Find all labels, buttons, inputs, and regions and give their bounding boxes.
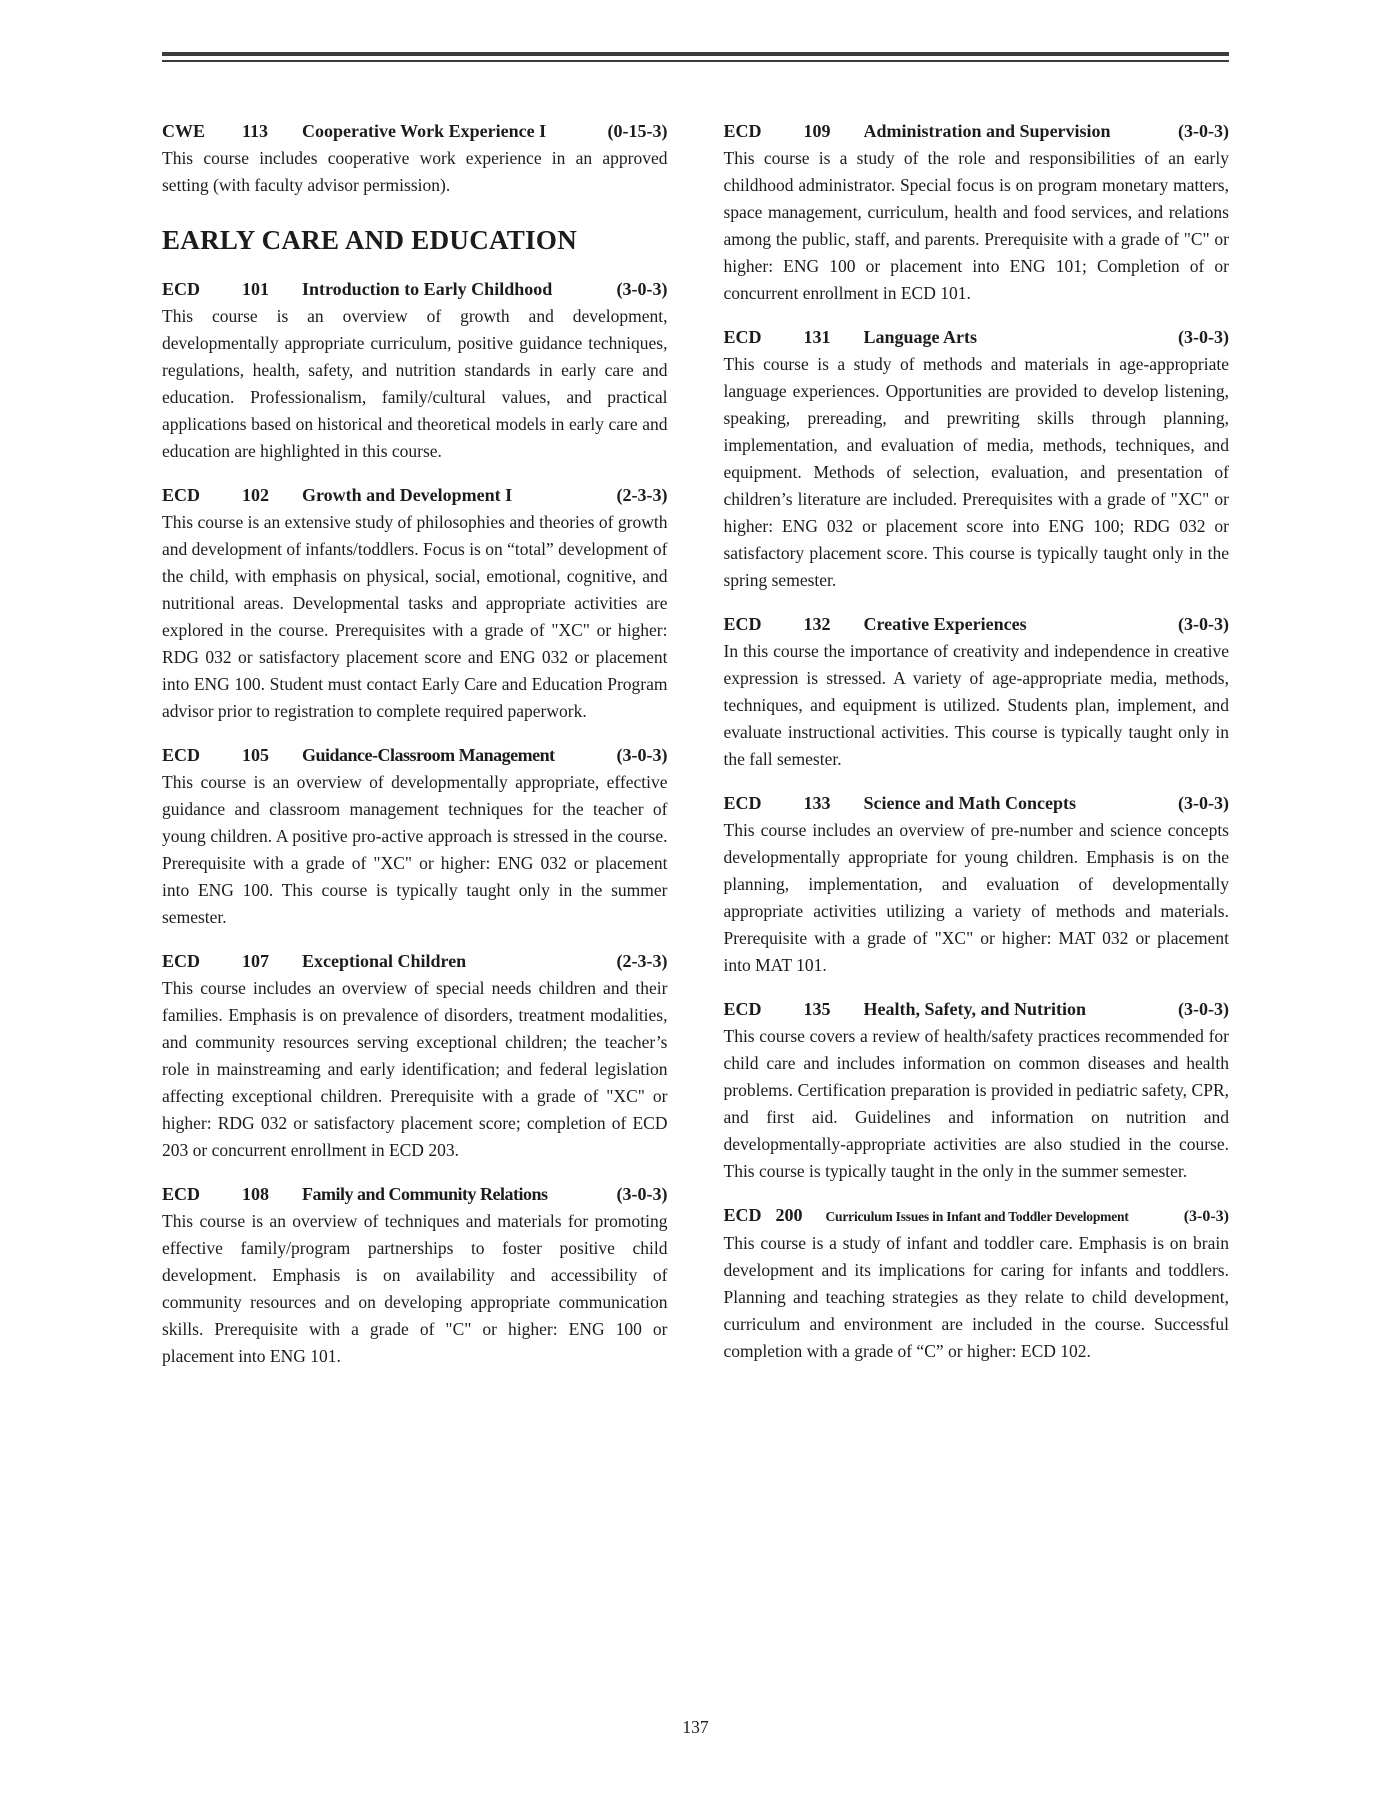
course-description: This course is an extensive study of philosophies and theories of growth and development of infants/toddlers. Focus is on “total” development of the child, with emphasis on physical, social, emotional, cognitive, and nutritional areas. Developmental tasks and appropriate activities are explored in the course. Prerequisites with a grade of "XC" or higher: RDG 032 or satisfactory placement score and ENG 032 or placement into ENG 100. Student must contact Early Care and Education Program advisor prior to registration to complete required paperwork. — [162, 512, 668, 721]
course-title: Growth and Development I — [302, 485, 513, 505]
course-credits: (3-0-3) — [1178, 327, 1229, 347]
course-credits: (3-0-3) — [616, 279, 668, 299]
header-rule — [162, 52, 1229, 62]
course-entry-ecd-105 — [162, 742, 668, 931]
course-description: This course includes cooperative work experience in an approved setting (with faculty advisor permission). — [162, 148, 668, 195]
course-credits: (3-0-3) — [1178, 614, 1229, 634]
course-title: Curriculum Issues in Infant and Toddler Development — [825, 1209, 1129, 1224]
course-entry-cwe-113 — [162, 118, 668, 199]
course-credits: (3-0-3) — [1183, 1208, 1229, 1225]
course-credits: (2-3-3) — [616, 485, 668, 505]
course-title: Exceptional Children — [302, 951, 467, 971]
course-header — [724, 790, 1230, 817]
course-header — [162, 742, 668, 769]
course-code: ECD — [162, 485, 201, 505]
course-number: 101 — [242, 279, 269, 299]
course-header — [724, 1202, 1230, 1230]
course-number: 102 — [242, 485, 269, 505]
course-code: ECD — [162, 745, 201, 765]
course-description: This course is an overview of growth and development, developmentally appropriate curriculum, positive guidance techniques, regulations, health, safety, and nutrition standards in early care and education. Professionalism, family/cultural values, and practical applications based on historical and theoretical models in early care and education are highlighted in this course. — [162, 306, 668, 461]
course-credits: (3-0-3) — [1178, 999, 1229, 1019]
course-code: ECD — [723, 999, 762, 1019]
course-description: This course is a study of methods and materials in age-appropriate language experiences. Opportunities are provided to develop listening, speaking, prereading, and prewriting skills through planning, implementation, and evaluation of media, methods, techniques, and equipment. Methods of selection, evaluation, and presentation of children’s literature are included. Prerequisites with a grade of "XC" or higher: ENG 032 or placement score into ENG 100; RDG 032 or satisfactory placement score. This course is typically taught only in the spring semester. — [723, 354, 1229, 590]
course-header — [162, 482, 668, 509]
course-header — [724, 611, 1230, 638]
course-number: 132 — [803, 614, 831, 634]
course-entry-ecd-101 — [162, 276, 668, 465]
section-heading: EARLY CARE AND EDUCATION — [162, 225, 578, 255]
course-code: ECD — [723, 327, 762, 347]
course-entry-ecd-135 — [724, 996, 1230, 1185]
course-credits: (3-0-3) — [616, 1184, 668, 1204]
left-column — [162, 118, 668, 1387]
course-entry-ecd-133 — [724, 790, 1230, 979]
course-number: 109 — [803, 121, 831, 141]
course-code: ECD — [162, 1184, 201, 1204]
course-entry-ecd-108 — [162, 1181, 668, 1370]
course-header — [724, 324, 1230, 351]
course-header — [162, 118, 668, 145]
course-number: 131 — [803, 327, 831, 347]
course-number: 113 — [242, 121, 269, 141]
course-code: ECD — [723, 1205, 762, 1225]
course-description: This course includes an overview of pre-number and science concepts developmentally appropriate for young children. Emphasis is on the planning, implementation, and evaluation of developmentally appropriate activities utilizing a variety of methods and materials. Prerequisite with a grade of "XC" or higher: MAT 032 or placement into MAT 101. — [723, 820, 1229, 975]
course-number: 105 — [242, 745, 269, 765]
two-column-layout — [162, 118, 1229, 1387]
course-header — [724, 996, 1230, 1023]
course-header — [162, 1181, 668, 1208]
course-code: ECD — [723, 793, 762, 813]
course-code: CWE — [162, 121, 206, 141]
course-header — [162, 948, 668, 975]
course-credits: (0-15-3) — [607, 121, 668, 141]
course-description: This course covers a review of health/safety practices recommended for child care and includes information on common diseases and health problems. Certification preparation is provided in pediatric safety, CPR, and first aid. Guidelines and information on nutrition and developmentally-appropriate activities are also studied in the course. This course is typically taught in the only in the summer semester. — [723, 1026, 1229, 1181]
course-number: 107 — [242, 951, 269, 971]
course-entry-ecd-109 — [724, 118, 1230, 307]
course-entry-ecd-131 — [724, 324, 1230, 594]
course-title: Creative Experiences — [863, 614, 1027, 634]
course-description: This course is an overview of techniques and materials for promoting effective family/program partnerships to foster positive child development. Emphasis is on availability and accessibility of community resources and on developing appropriate communication skills. Prerequisite with a grade of "C" or higher: ENG 100 or placement into ENG 101. — [162, 1211, 668, 1366]
course-title: Cooperative Work Experience I — [302, 121, 547, 141]
course-code: ECD — [162, 951, 201, 971]
course-number: 200 — [775, 1205, 803, 1225]
course-entry-ecd-107 — [162, 948, 668, 1164]
course-number: 135 — [803, 999, 831, 1019]
course-code: ECD — [723, 121, 762, 141]
course-number: 108 — [242, 1184, 269, 1204]
course-description: This course includes an overview of special needs children and their families. Emphasis is on prevalence of disorders, treatment modalities, and community resources serving exceptional children; the teacher’s role in mainstreaming and early identification; and federal legislation affecting exceptional children. Prerequisite with a grade of "XC" or higher: RDG 032 or satisfactory placement score; completion of ECD 203 or concurrent enrollment in ECD 203. — [162, 978, 668, 1160]
right-column — [724, 118, 1230, 1387]
course-entry-ecd-132 — [724, 611, 1230, 773]
course-number: 133 — [803, 793, 831, 813]
course-credits: (2-3-3) — [616, 951, 668, 971]
course-title: Guidance-Classroom Management — [302, 745, 555, 765]
course-description: This course is a study of the role and responsibilities of an early childhood administrator. Special focus is on program monetary matters, space management, curriculum, health and food services, and relations among the public, staff, and parents. Prerequisite with a grade of "C" or higher: ENG 100 or placement into ENG 101; Completion of or concurrent enrollment in ECD 101. — [723, 148, 1229, 303]
course-entry-ecd-102 — [162, 482, 668, 725]
course-code: ECD — [723, 614, 762, 634]
course-header — [162, 276, 668, 303]
course-title: Language Arts — [863, 327, 978, 347]
course-title: Administration and Supervision — [863, 121, 1111, 141]
course-title: Science and Math Concepts — [863, 793, 1076, 813]
course-credits: (3-0-3) — [1178, 793, 1229, 813]
page-number: 137 — [682, 1717, 709, 1737]
course-title: Family and Community Relations — [302, 1184, 548, 1204]
course-credits: (3-0-3) — [616, 745, 668, 765]
course-description: In this course the importance of creativity and independence in creative expression is stressed. A variety of age-appropriate media, methods, techniques, and equipment is utilized. Students plan, implement, and evaluate instructional activities. This course is typically taught only in the fall semester. — [723, 641, 1229, 769]
course-credits: (3-0-3) — [1178, 121, 1229, 141]
course-description: This course is a study of infant and toddler care. Emphasis is on brain development and its implications for caring for infants and toddlers. Planning and teaching strategies as they relate to child development, curriculum and environment are included in the course. Successful completion with a grade of “C” or higher: ECD 102. — [723, 1233, 1229, 1361]
course-title: Introduction to Early Childhood — [302, 279, 553, 299]
course-header — [724, 118, 1230, 145]
course-code: ECD — [162, 279, 201, 299]
course-description: This course is an overview of developmentally appropriate, effective guidance and classroom management techniques for the teacher of young children. A positive pro-active approach is stressed in the course. Prerequisite with a grade of "XC" or higher: ENG 032 or placement into ENG 100. This course is typically taught only in the summer semester. — [162, 772, 668, 927]
course-title: Health, Safety, and Nutrition — [863, 999, 1087, 1019]
course-entry-ecd-200 — [724, 1202, 1230, 1365]
